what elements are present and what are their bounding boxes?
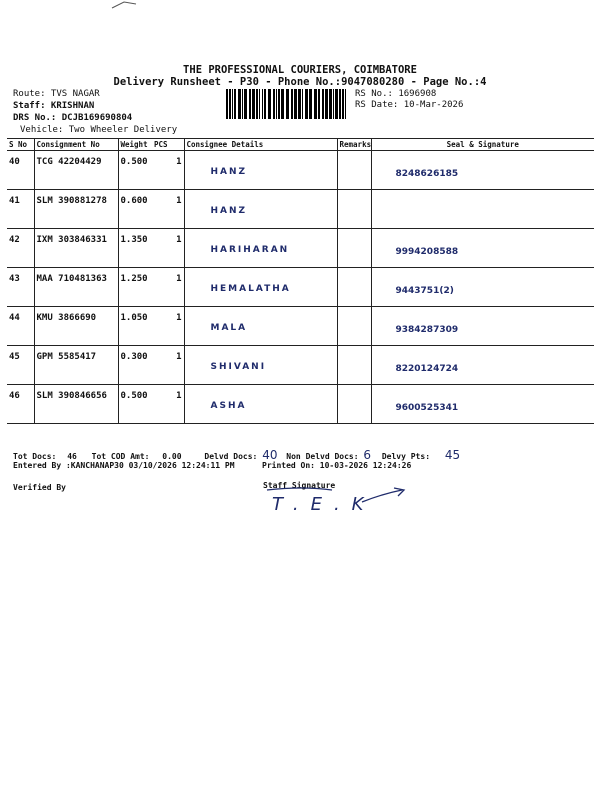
col-remarks: Remarks — [337, 139, 371, 151]
route: Route: TVS NAGAR — [13, 89, 100, 99]
row-seal-signature — [371, 385, 594, 424]
verified-by: Verified By — [13, 483, 66, 492]
row-sno — [7, 307, 34, 346]
row-consignee-text: HANZ — [210, 206, 248, 216]
row-seal-signature — [371, 268, 594, 307]
barcode-bar — [298, 89, 301, 119]
tot-docs-label: Tot Docs: — [13, 452, 57, 461]
row-remarks — [337, 151, 371, 190]
barcode-bar — [252, 89, 255, 119]
table-row — [7, 151, 594, 190]
row-seal-signature-text: 9994208588 — [395, 247, 459, 257]
staff-signature-scrawl: T.E.K — [272, 494, 376, 515]
row-weight-text: 1.050 — [120, 313, 148, 323]
row-weight-text: 0.600 — [120, 196, 148, 206]
barcode-bar — [294, 89, 297, 119]
row-pcs-text: 1 — [176, 352, 182, 362]
non-delvd-label: Non Delvd Docs: — [286, 452, 359, 461]
row-pcs — [152, 229, 184, 268]
row-consignee-text: HANZ — [210, 167, 248, 177]
barcode-bar — [314, 89, 317, 119]
row-consignee — [184, 385, 337, 424]
row-consignment-text: SLM 390846656 — [36, 391, 107, 401]
col-sno: S No — [7, 139, 34, 151]
row-seal-signature-text: 9600525341 — [395, 403, 459, 413]
row-weight — [118, 307, 152, 346]
row-consignment — [34, 346, 118, 385]
col-pcs: PCS — [152, 139, 184, 151]
barcode-bar — [234, 89, 236, 119]
staff-signature-label: Staff Signature — [263, 481, 336, 490]
row-consignment-text: KMU 3866690 — [36, 313, 97, 323]
row-sno-text: 43 — [9, 274, 20, 284]
row-seal-signature-text: 8220124724 — [395, 364, 459, 374]
row-remarks — [337, 385, 371, 424]
row-sno-text: 42 — [9, 235, 20, 245]
row-pcs — [152, 385, 184, 424]
barcode-bar — [238, 89, 241, 119]
table-row — [7, 346, 594, 385]
barcode-bar — [278, 89, 280, 119]
row-weight — [118, 229, 152, 268]
col-weight: Weight — [118, 139, 152, 151]
row-weight — [118, 151, 152, 190]
row-pcs — [152, 190, 184, 229]
barcode-bar — [325, 89, 328, 119]
barcode-bar — [264, 89, 266, 119]
col-consignee: Consignee Details — [184, 139, 337, 151]
table-row — [7, 385, 594, 424]
barcode-bar — [259, 89, 260, 119]
row-remarks — [337, 268, 371, 307]
row-sno — [7, 268, 34, 307]
row-consignment — [34, 190, 118, 229]
row-consignment-text: MAA 710481363 — [36, 274, 107, 284]
row-consignee — [184, 190, 337, 229]
table-row — [7, 268, 594, 307]
barcode-bar — [339, 89, 341, 119]
barcode-bar — [256, 89, 258, 119]
row-remarks — [337, 307, 371, 346]
row-consignment — [34, 307, 118, 346]
col-seal: Seal & Signature — [371, 139, 594, 151]
barcode-bar — [342, 89, 344, 119]
row-remarks — [337, 229, 371, 268]
row-seal-signature — [371, 151, 594, 190]
row-seal-signature-text: 8248626185 — [395, 169, 459, 179]
row-consignee — [184, 229, 337, 268]
row-remarks — [337, 190, 371, 229]
row-pcs — [152, 307, 184, 346]
row-remarks — [337, 346, 371, 385]
barcode-bar — [309, 89, 312, 119]
staff-signature-stroke — [262, 484, 412, 514]
row-weight-text: 0.500 — [120, 157, 148, 167]
table-row — [7, 307, 594, 346]
barcode-bar — [302, 89, 303, 119]
row-pcs-text: 1 — [176, 196, 182, 206]
row-pcs-text: 1 — [176, 313, 182, 323]
barcode-bar — [273, 89, 275, 119]
row-seal-signature — [371, 229, 594, 268]
barcode-bar — [232, 89, 233, 119]
barcode-bar — [276, 89, 277, 119]
row-weight-text: 0.300 — [120, 352, 148, 362]
delvd-label: Delvd Docs: — [204, 452, 258, 461]
table-row — [7, 229, 594, 268]
row-pcs — [152, 268, 184, 307]
barcode-bar — [262, 89, 263, 119]
row-seal-signature — [371, 190, 594, 229]
row-consignee — [184, 346, 337, 385]
col-consignment: Consignment No — [34, 139, 118, 151]
cod-label: Tot COD Amt: — [91, 452, 150, 461]
row-pcs-text: 1 — [176, 391, 182, 401]
pts-label: Delvy Pts: — [381, 452, 431, 461]
tot-docs-value: 46 — [67, 452, 77, 461]
barcode-bar — [291, 89, 293, 119]
row-seal-signature-text: 9384287309 — [395, 325, 459, 335]
row-seal-signature — [371, 346, 594, 385]
row-weight — [118, 385, 152, 424]
barcode-bar — [268, 89, 271, 119]
row-consignee-text: HEMALATHA — [210, 284, 291, 294]
row-weight-text: 0.500 — [120, 391, 148, 401]
row-consignment — [34, 268, 118, 307]
barcode-bar — [333, 89, 334, 119]
barcode-bar — [286, 89, 289, 119]
row-consignee-text: SHIVANI — [210, 362, 267, 372]
barcode-bar — [318, 89, 320, 119]
row-consignment-text: IXM 303846331 — [36, 235, 107, 245]
non-delvd-value: 6 — [363, 448, 372, 462]
row-consignee-text: HARIHARAN — [210, 245, 290, 255]
barcode-bar — [226, 89, 228, 119]
drs-no: DRS No.: DCJB169690804 — [13, 113, 133, 123]
row-consignment — [34, 229, 118, 268]
row-sno-text: 46 — [9, 391, 20, 401]
row-consignment-text: GPM 5585417 — [36, 352, 97, 362]
row-seal-signature — [371, 307, 594, 346]
row-consignee — [184, 151, 337, 190]
row-pcs-text: 1 — [176, 235, 182, 245]
table-row — [7, 190, 594, 229]
company-name: THE PROFESSIONAL COURIERS, COIMBATORE — [183, 64, 417, 76]
delvd-value: 40 — [262, 448, 278, 462]
row-sno — [7, 229, 34, 268]
row-weight — [118, 268, 152, 307]
row-consignment — [34, 151, 118, 190]
entered-by: Entered By :KANCHANAP30 03/10/2026 12:24:11 PM — [13, 461, 235, 470]
row-sno — [7, 346, 34, 385]
table-header — [7, 139, 594, 151]
runsheet-table — [7, 138, 594, 424]
row-weight — [118, 190, 152, 229]
row-sno — [7, 385, 34, 424]
cod-value: 0.00 — [162, 452, 182, 461]
row-weight — [118, 346, 152, 385]
row-consignee-text: MALA — [210, 323, 248, 333]
row-sno-text: 41 — [9, 196, 20, 206]
barcode-bar — [281, 89, 284, 119]
barcode-bar — [244, 89, 247, 119]
staff: Staff: KRISHNAN — [13, 101, 95, 111]
row-sno-text: 44 — [9, 313, 20, 323]
row-weight-text: 1.250 — [120, 274, 148, 284]
totals-bar — [13, 448, 593, 462]
barcode-bar — [329, 89, 332, 119]
barcode-bar — [229, 89, 231, 119]
barcode-bar — [345, 89, 346, 119]
barcode-bar — [335, 89, 338, 119]
row-pcs — [152, 151, 184, 190]
row-sno — [7, 190, 34, 229]
barcode-bar — [249, 89, 251, 119]
row-pcs — [152, 346, 184, 385]
row-consignee — [184, 307, 337, 346]
scan-mark — [110, 0, 140, 10]
rs-date: RS Date: 10-Mar-2026 — [355, 100, 464, 110]
row-sno-text: 40 — [9, 157, 20, 167]
row-seal-signature-text: 9443751(2) — [395, 286, 454, 296]
row-sno-text: 45 — [9, 352, 20, 362]
runsheet-subtitle: Delivery Runsheet - P30 - Phone No.:9047080280 - Page No.:4 — [113, 76, 487, 88]
vehicle: Vehicle: Two Wheeler Delivery — [20, 125, 178, 135]
barcode-bar — [322, 89, 324, 119]
barcode-bar — [242, 89, 243, 119]
barcode-bar — [305, 89, 308, 119]
pts-value: 45 — [444, 448, 461, 462]
row-pcs-text: 1 — [176, 157, 182, 167]
printed-on: Printed On: 10-03-2026 12:24:26 — [262, 461, 412, 470]
row-consignment-text: SLM 390881278 — [36, 196, 107, 206]
row-consignee — [184, 268, 337, 307]
row-pcs-text: 1 — [176, 274, 182, 284]
row-consignment-text: TCG 42204429 — [36, 157, 102, 167]
row-weight-text: 1.350 — [120, 235, 148, 245]
row-consignee-text: ASHA — [210, 401, 247, 411]
rs-no: RS No.: 1696908 — [355, 89, 437, 99]
barcode — [226, 89, 350, 119]
row-consignment — [34, 385, 118, 424]
row-sno — [7, 151, 34, 190]
